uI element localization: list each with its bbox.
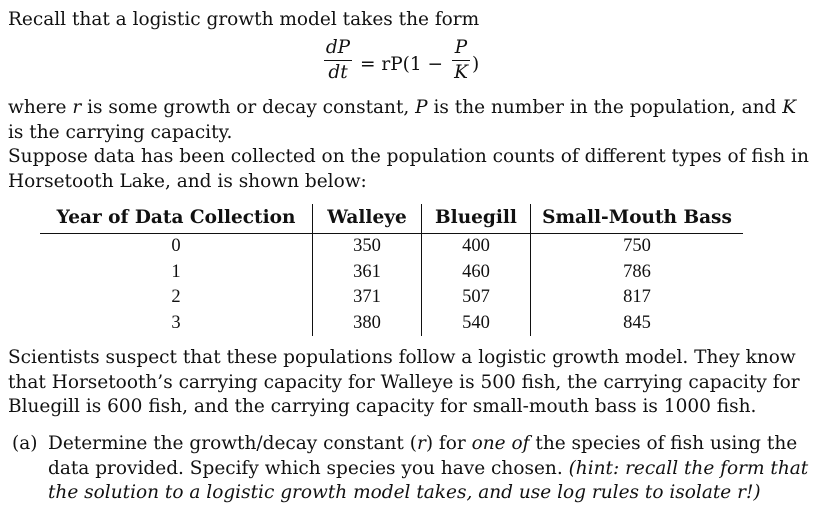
table-row — [40, 310, 743, 336]
intro-line: Recall that a logistic growth model takes the form — [8, 9, 480, 30]
table-row — [40, 259, 743, 285]
definition-line-2: is the carrying capacity. — [8, 121, 233, 143]
table-cell: 1 — [171, 261, 181, 282]
lhs-denominator: dt — [328, 62, 348, 83]
table-cell: 750 — [531, 233, 744, 259]
scientists-line-2: that Horsetooth’s carrying capacity for Walleye is 500 fish, the carrying capacity for — [8, 371, 800, 393]
question-a-line-3 — [48, 481, 808, 506]
table-cell: 2 — [171, 287, 181, 307]
hint-text: (hint: recall the form that — [568, 457, 809, 479]
table-cell: 460 — [422, 259, 531, 285]
text: Determine the growth/decay constant ( — [48, 433, 417, 454]
table-cell: 817 — [531, 285, 744, 311]
table-cell: 0 — [171, 236, 181, 256]
text: is the number in the population, and — [427, 97, 783, 118]
scientists-line-3: Bluegill is 600 fish, and the carrying capacity for small-mouth bass is 1000 fish. — [8, 396, 757, 417]
table-header-row — [40, 204, 743, 233]
question-a-line-2 — [48, 457, 808, 482]
text: data provided. Specify which species you have chosen. — [48, 457, 569, 479]
var-P: P — [415, 97, 428, 118]
rhs-numerator: P — [454, 37, 468, 58]
var-K: K — [782, 97, 797, 118]
fish-population-table — [40, 204, 743, 336]
var-r: r — [416, 433, 426, 454]
text: ) for — [425, 433, 472, 454]
table-row — [40, 285, 743, 311]
header-year: Year of Data Collection — [40, 204, 313, 233]
emphasis: one of — [471, 433, 530, 454]
equation-middle: = rP(1 − — [360, 54, 444, 75]
question-a-label: (a) — [12, 433, 38, 454]
definition-line-1 — [8, 96, 808, 121]
table-cell: 371 — [313, 285, 422, 311]
var-r: r — [737, 482, 746, 503]
header-bluegill: Bluegill — [422, 204, 531, 233]
hint-text: the solution to a logistic growth model takes, and use log rules to isolate — [48, 482, 738, 503]
header-walleye: Walleye — [313, 204, 422, 233]
table-cell: 540 — [422, 310, 531, 336]
question-a-line-1 — [48, 432, 808, 457]
definition-line-3: Suppose data has been collected on the population counts of different types of fish in — [8, 146, 809, 167]
fraction-bar — [324, 60, 352, 61]
definition-line-4: Horsetooth Lake, and is shown below: — [8, 170, 367, 192]
text: is some growth or decay constant, — [81, 97, 416, 118]
lhs-fraction — [324, 38, 352, 83]
table-cell: 361 — [313, 259, 422, 285]
var-r: r — [72, 97, 82, 118]
text: the species of fish using the — [529, 433, 798, 454]
table-cell: 507 — [422, 285, 531, 311]
table-cell: 3 — [171, 312, 181, 333]
scientists-line-1: Scientists suspect that these populations follow a logistic growth model. They know — [8, 347, 796, 368]
rhs-denominator: K — [454, 62, 468, 83]
table-row — [40, 233, 743, 259]
equation-close: ) — [472, 54, 480, 75]
table-cell: 380 — [313, 310, 422, 336]
text: where — [8, 97, 73, 118]
table-cell: 786 — [531, 259, 744, 285]
hint-text: !) — [745, 482, 761, 503]
fraction-bar — [452, 60, 470, 61]
table-cell: 845 — [531, 310, 744, 336]
table-cell: 400 — [422, 233, 531, 259]
table-cell: 350 — [313, 233, 422, 259]
lhs-numerator: dP — [325, 37, 351, 58]
rhs-fraction — [452, 38, 470, 83]
header-bass: Small-Mouth Bass — [531, 204, 744, 233]
